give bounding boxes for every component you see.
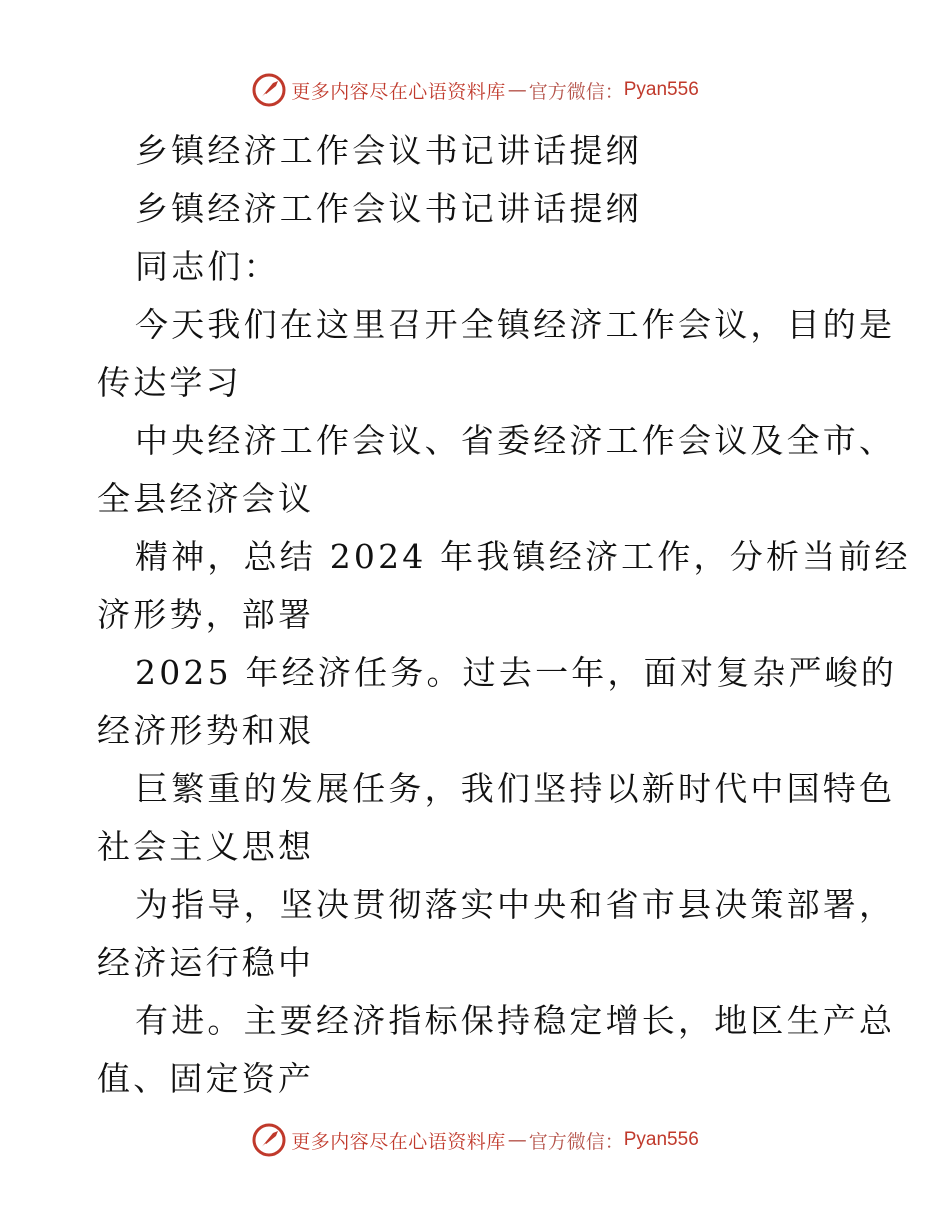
header-watermark [0,68,950,112]
quill-logo-icon [251,72,287,108]
text-line: 2025 年经济任务。过去一年，面对复杂严峻的 [135,653,898,692]
watermark-separator: — [507,79,527,101]
text-line: 经济运行稳中 [97,943,315,982]
text-line: 精神，总结 2024 年我镇经济工作，分析当前经 [135,537,911,576]
watermark-wechat-label: 官方微信： [528,80,624,103]
document-body [97,122,911,1108]
quill-logo-icon [251,1122,287,1158]
text-line: 社会主义思想 [97,827,315,866]
text-line: 今天我们在这里召开全镇经济工作会议，目的是 [135,305,896,344]
watermark-text: 更多内容尽在心语资料库 [291,80,506,103]
watermark-wechat-id: Pyan556 [623,79,699,100]
watermark-text: 更多内容尽在心语资料库 [291,1130,506,1153]
text-line: 传达学习 [97,363,242,402]
text-line: 全县经济会议 [97,479,315,518]
watermark-wechat-id: Pyan556 [623,1129,699,1150]
document-title: 乡镇经济工作会议书记讲话提纲 [135,131,642,170]
watermark-wechat-label: 官方微信： [528,1130,624,1153]
text-line: 为指导，坚决贯彻落实中央和省市县决策部署， [135,885,896,924]
text-line: 有进。主要经济指标保持稳定增长，地区生产总 [135,1001,896,1040]
text-line: 经济形势和艰 [97,711,315,750]
text-line: 巨繁重的发展任务，我们坚持以新时代中国特色 [135,769,896,808]
text-line: 值、固定资产 [97,1059,315,1098]
text-line: 济形势，部署 [97,595,315,634]
text-line: 中央经济工作会议、省委经济工作会议及全市、 [135,421,896,460]
footer-watermark [0,1118,950,1162]
document-title-repeat: 乡镇经济工作会议书记讲话提纲 [135,189,642,228]
salutation: 同志们： [135,247,280,286]
watermark-separator: — [507,1129,527,1151]
